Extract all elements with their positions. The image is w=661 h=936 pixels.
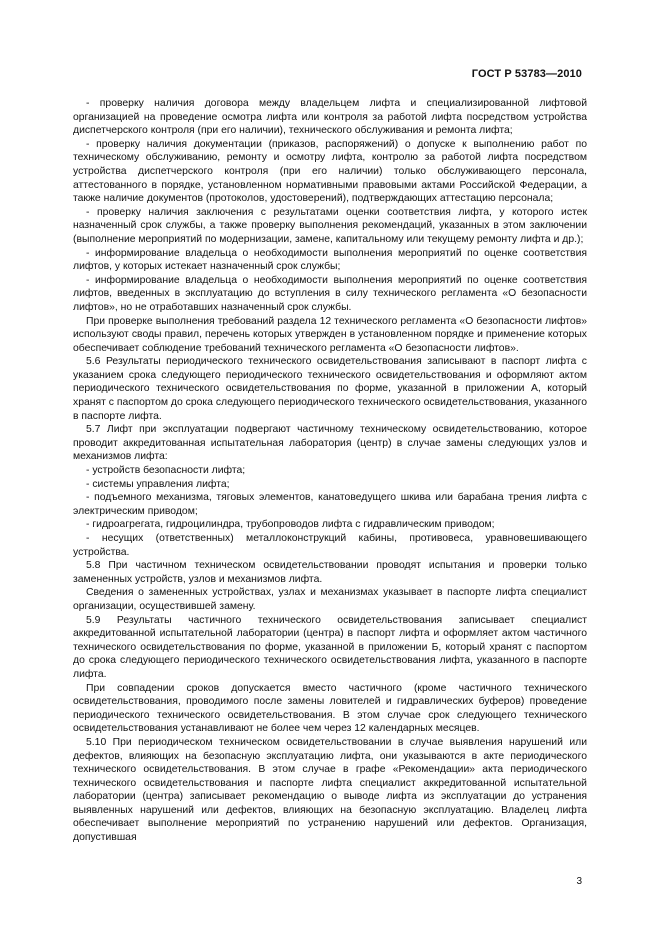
paragraph: 5.9 Результаты частичного технического освидетельствования записывает специалист аккредитованной испытательной лаборатории (центра) в паспорт лифта и оформляет актом частичного технического освидетельствования по форме, указанной в приложении Б, который хранят с паспортом до срока следующего периодического технического освидетельствования лифта, указанного в паспорте лифта.	[73, 614, 587, 680]
paragraph: - проверку наличия документации (приказов, распоряжений) о допуске к выполнению работ по техническому обслуживанию, ремонту и осмотру лифта, контролю за работой лифта посредством устройства диспетчерского контроля (при его наличии) только обслуживающего персонала, аттестованного в порядке, установленном нормативными правовыми актами Российской Федерации, а также наличие документов (протоколов, удостоверений), подтверждающих аттестацию персонала;	[73, 138, 587, 205]
paragraph: Сведения о замененных устройствах, узлах и механизмах указывает в паспорте лифта специалист организации, осуществившей замену.	[73, 587, 587, 612]
paragraph: - подъемного механизма, тяговых элементов, канатоведущего шкива или барабана трения лифта с электрическим приводом;	[73, 492, 587, 517]
paragraph: 5.10 При периодическом техническом освидетельствовании в случае выявления нарушений или дефектов, влияющих на безопасную эксплуатацию лифта, они указываются в акте периодического технического освидетельствования. В этом случае в графе «Рекомендации» акта периодического технического освидетельствования и паспорте лифта специалист аккредитованной испытательной лаборатории (центра) записывает рекомендацию о выводе лифта из эксплуатации до устранения выявленных нарушений или дефектов, влияющих на безопасную эксплуатацию. Владелец лифта обеспечивает выполнение мероприятий по устранению нарушений или дефектов. Организация, допустившая	[73, 736, 587, 844]
paragraph: - информирование владельца о необходимости выполнения мероприятий по оценке соответствия лифтов, введенных в эксплуатацию до вступления в силу технического регламента «О безопасности лифтов», но не отработавших назначенный срок службы.	[73, 274, 587, 313]
paragraph: При проверке выполнения требований раздела 12 технического регламента «О безопасности лифтов» используют своды правил, перечень которых утвержден в установленном порядке и применение которых обеспечивает соблюдение требований технического регламента «О безопасности лифтов».	[73, 315, 587, 354]
paragraph: - проверку наличия договора между владельцем лифта и специализированной лифтовой организацией на проведение осмотра лифта или контроля за работой лифта посредством устройства диспетчерского контроля (при его наличии), технического обслуживания и ремонта лифта;	[73, 98, 587, 137]
paragraph: - гидроагрегата, гидроцилиндра, трубопроводов лифта с гидравлическим приводом;	[86, 519, 495, 531]
paragraph: - информирование владельца о необходимости выполнения мероприятий по оценке соответствия лифтов, у которых истекает назначенный срок службы;	[73, 247, 587, 273]
document-body	[73, 97, 587, 845]
paragraph: - проверку наличия заключения с результатами оценки соответствия лифта, у которого истек назначенный срок службы, а также проверку выполнения рекомендаций, указанных в этом заключении (выполнение мероприятий по модернизации, замене, капитальному или текущему ремонту лифта и др.);	[73, 206, 587, 245]
paragraph: При совпадении сроков допускается вместо частичного (кроме частичного технического освидетельствования, проводимого после замены ловителей и гидравлических буферов) проведение периодического технического освидетельствования. В этом случае срок следующего технического освидетельствования устанавливают не более чем через 12 календарных месяцев.	[73, 682, 587, 735]
paragraph: - системы управления лифта;	[86, 478, 230, 490]
paragraph: - устройств безопасности лифта;	[86, 465, 246, 477]
paragraph: 5.8 При частичном техническом освидетельствовании проводят испытания и проверки только замененных устройств, узлов и механизмов лифта.	[73, 560, 587, 585]
paragraph: - несущих (ответственных) металлоконструкций кабины, противовеса, уравновешивающего устройства.	[73, 533, 587, 558]
paragraph: 5.7 Лифт при эксплуатации подвергают частичному техническому освидетельствованию, которое проводит аккредитованная испытательная лаборатория (центр) в случае замены следующих узлов и механизмов лифта:	[73, 424, 587, 463]
paragraph: 5.6 Результаты периодического технического освидетельствования записывают в паспорт лифта с указанием срока следующего периодического технического освидетельствования и оформляют актом периодического технического освидетельствования по форме, указанной в приложении А, который хранят с паспортом до срока следующего периодического технического освидетельствования, указанного в паспорте лифта.	[73, 356, 587, 422]
page-number: 3	[576, 876, 582, 887]
document-header: ГОСТ Р 53783—2010	[471, 68, 582, 80]
